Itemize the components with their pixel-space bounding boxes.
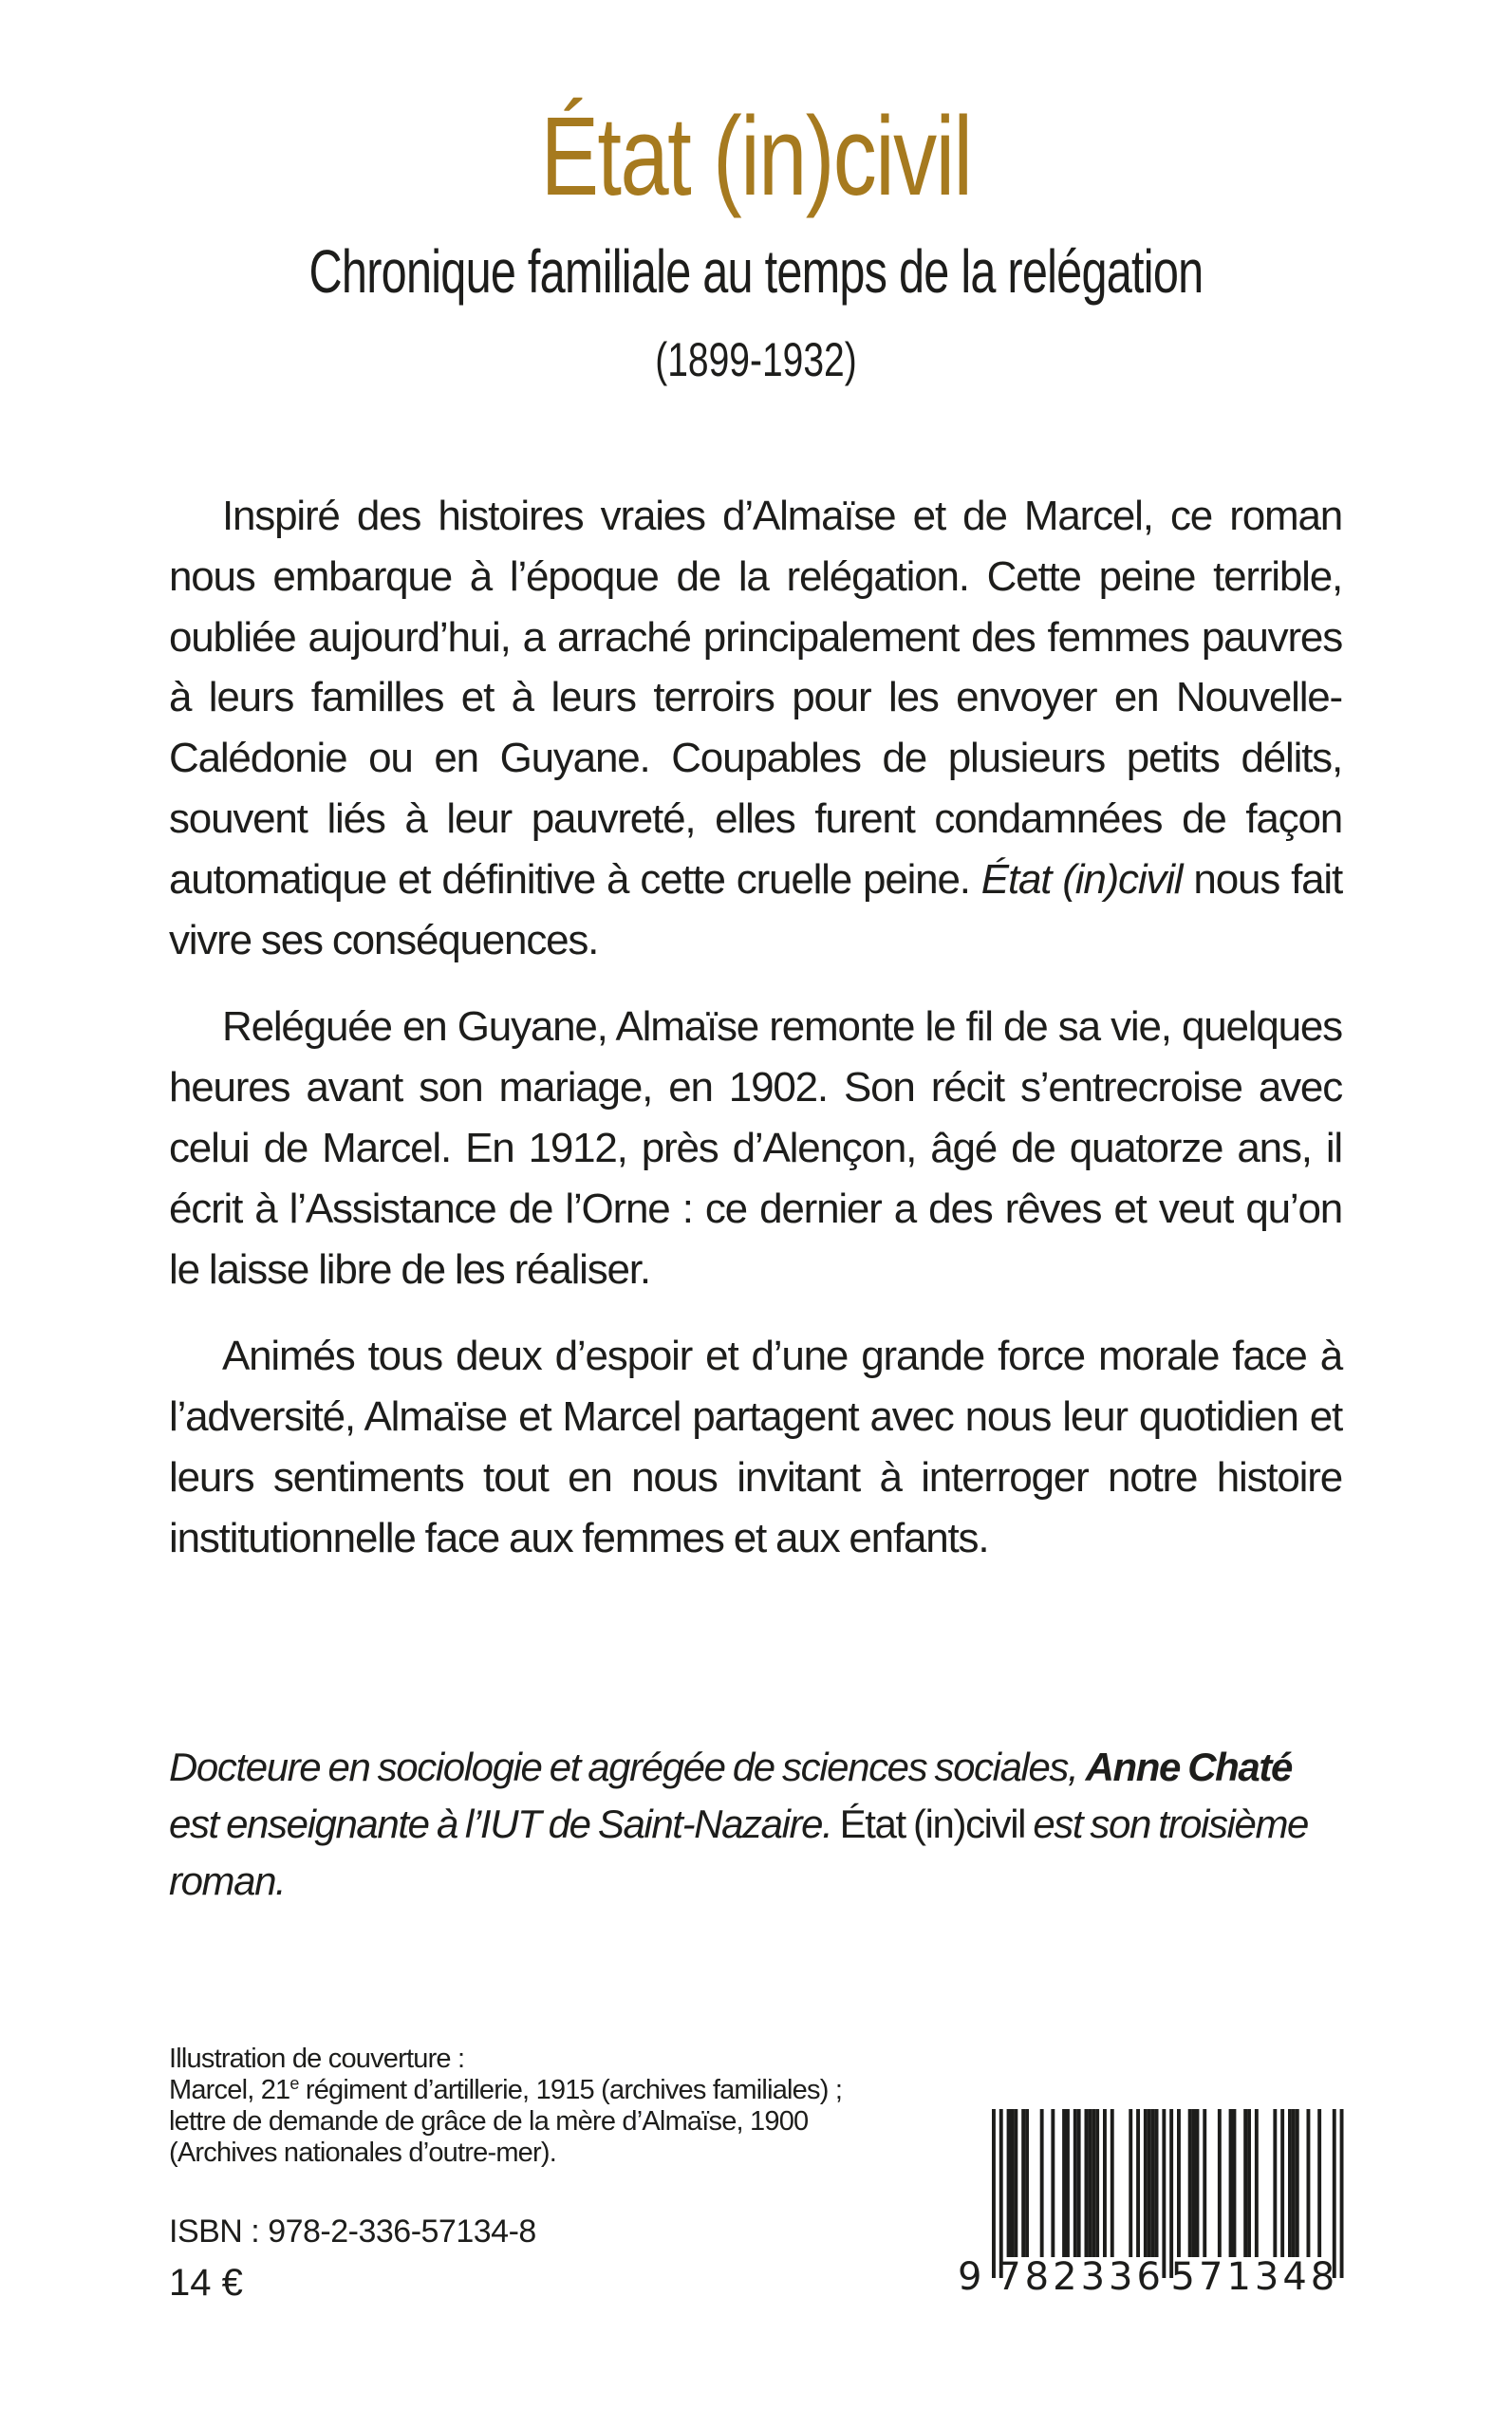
book-date-range: (1899-1932) [655, 333, 857, 386]
svg-text:782336: 782336 [997, 2255, 1165, 2295]
credits-line: lettre de demande de grâce de la mère d’Almaïse, 1900 [169, 2106, 809, 2137]
author-bio-text: Docteure en sociologie et agrégée de sciences sociales, Anne Chaté est enseignante à l’IUT de Saint-Nazaire. État (in)civil est son troisième roman. [169, 1745, 1308, 1903]
credits-line: Marcel, 21e régiment d’artillerie, 1915 (archives familiales) ; [169, 2074, 843, 2105]
book-subtitle: Chronique familiale au temps de la relégation [308, 237, 1204, 306]
blurb [169, 486, 1342, 1596]
author-bio [169, 1739, 1342, 1910]
svg-text:571348: 571348 [1170, 2255, 1339, 2295]
ean13-barcode [954, 2105, 1353, 2295]
isbn: ISBN : 978-2-336-57134-8 [169, 2213, 536, 2250]
price: 14 € [169, 2262, 243, 2304]
blurb-paragraph: Reléguée en Guyane, Almaïse remonte le fil de sa vie, quelques heures avant son mariage, en 1902. Son récit s’entrecroise avec celui de Marcel. En 1912, près d’Alençon, âgé de quatorze ans, il écrit à l’Assistance de l’Orne : ce dernier a des rêves et veut qu’on le laisse libre de les réaliser. [169, 1003, 1342, 1293]
blurb-paragraph: Inspiré des histoires vraies d’Almaïse et de Marcel, ce roman nous embarque à l’époque de la relégation. Cette peine terrible, oubliée aujourd’hui, a arraché principalement des femmes pauvres à leurs familles et à leurs terroirs pour les envoyer en Nouvelle-Calédonie ou en Guyane. Coupables de plusieurs petits délits, souvent liés à leur pauvreté, elles furent condamnées de façon automatique et définitive à cette cruelle peine. État (in)civil nous fait vivre ses conséquences. [169, 493, 1342, 963]
svg-text:9: 9 [958, 2255, 986, 2295]
barcode-icon [954, 2105, 1353, 2295]
credits-label: Illustration de couverture : [169, 2044, 465, 2074]
cover-illustration-credits [169, 2044, 842, 2169]
credits-line: (Archives nationales d’outre-mer). [169, 2138, 556, 2168]
book-title: État (in)civil [540, 94, 972, 219]
blurb-paragraph: Animés tous deux d’espoir et d’une grande force morale face à l’adversité, Almaïse et Marcel partagent avec nous leur quotidien et leurs sentiments tout en nous invitant à interroger notre histoire institutionnelle face aux femmes et aux enfants. [169, 1333, 1342, 1561]
